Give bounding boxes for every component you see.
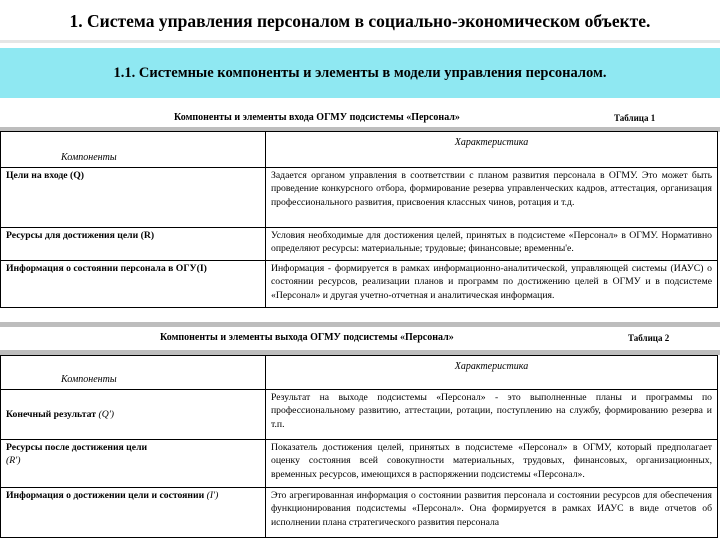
slide-title (0, 0, 720, 42)
row-text: Показатель достижения целей, принятых в подсистеме «Персонал» в ОГМУ, который предполагает оценку состояния всей совокупности материальных, трудовых, финансовых, организационных, временных ресурсов, имеющихся в распоряжении подсистемы «Персонал». (266, 440, 718, 488)
table2-top-rule (0, 322, 720, 327)
table-row (1, 488, 718, 538)
row-text: Результат на выходе подсистемы «Персонал» - это выполненные планы и программы по профессиональному развитию, аттестации, ротации, поступлению на службу, формированию резерва и т.п. (266, 390, 718, 440)
table1-caption (0, 110, 720, 128)
table2-col-characteristic: Характеристика (266, 356, 718, 390)
table1-col-characteristic: Характеристика (266, 132, 718, 168)
table-row (1, 168, 718, 228)
table-row (1, 261, 718, 308)
row-label-text: Информация о достижении цели и состоянии (6, 490, 205, 501)
slide-title-text: 1. Система управления персоналом в социально-экономическом объекте. (69, 10, 651, 31)
row-label (1, 488, 266, 538)
table2-header-row (1, 356, 718, 390)
row-text: Информация - формируется в рамках информационно-аналитической, управляющей системы (ИАУС) о состоянии ресурсов, реализации планов и программ по достижению целей в ОГМУ и в подсистеме «Персонал» и другая учетно-отчетная и аналитическая информация. (266, 261, 718, 308)
table1-col-components: Компоненты (1, 132, 266, 168)
table2-number: Таблица 2 (628, 333, 670, 343)
table1 (0, 131, 718, 308)
table1-header-row (1, 132, 718, 168)
row-text: Это агрегированная информация о состоянии развития персонала и состоянии ресурсов для обеспечения функционирования подсистемы «Персонал». Она формируется в рамках ИАУС в виде отчетов об исполнении плана стратегического развития персонала (266, 488, 718, 538)
table-row (1, 440, 718, 488)
table2-caption-text: Компоненты и элементы выхода ОГМУ подсистемы «Персонал» (160, 332, 454, 343)
title-divider (0, 40, 720, 43)
row-label: Ресурсы для достижения цели (R) (1, 228, 266, 261)
table2 (0, 355, 718, 538)
row-label: Информация о состоянии персонала в ОГУ(I) (1, 261, 266, 308)
row-label-text: Ресурсы после достижения цели (6, 442, 148, 453)
table1-caption-text: Компоненты и элементы входа ОГМУ подсистемы «Персонал» (174, 112, 460, 123)
row-label (1, 440, 266, 488)
row-variable: (R') (6, 455, 21, 467)
row-text: Условия необходимые для достижения целей, принятых в подсистеме «Персонал» в ОГМУ. Нормативно определяют ресурсы: материальные; трудовые; финансовые; временны'е. (266, 228, 718, 261)
row-variable: (Q') (98, 408, 114, 420)
table1-number: Таблица 1 (614, 113, 656, 123)
row-variable: (I') (206, 490, 219, 501)
row-text: Задается органом управления в соответствии с планом развития персонала в ОГМУ. Это может быть проведение конкурсного отбора, формирование резерва управленческих кадров, аттестация, организация профессионального развития, присвоения классных чинов, ротация и т.д. (266, 168, 718, 228)
table-row (1, 390, 718, 440)
row-label-text: Конечный результат (6, 408, 97, 420)
subtitle-banner (0, 48, 720, 98)
subtitle-text: 1.1. Системные компоненты и элементы в модели управления персоналом. (113, 64, 607, 81)
table-row (1, 228, 718, 261)
row-label (1, 390, 266, 440)
row-label: Цели на входе (Q) (1, 168, 266, 228)
table2-col-components: Компоненты (1, 356, 266, 390)
table2-caption (0, 330, 720, 348)
